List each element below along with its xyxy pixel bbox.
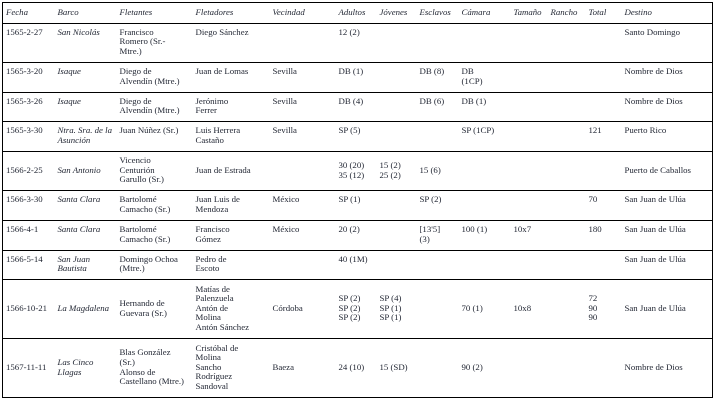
cell-camara: DB (1) [461, 95, 487, 106]
col-header-rancho: Rancho [548, 3, 586, 24]
cell-adultos: SP (2) SP (2) SP (2) [338, 293, 361, 323]
col-header-camara: Cámara [459, 3, 511, 24]
col-header-total: Total [586, 3, 622, 24]
cell-total: 72 90 90 [588, 293, 598, 323]
cell-total [586, 250, 622, 280]
col-header-vecindad: Vecindad [270, 3, 336, 24]
cell-camara: 90 (2) [461, 361, 483, 372]
cell-adultos: DB (4) [338, 95, 364, 106]
cell-esclavos [417, 23, 459, 62]
cell-fletadores: Matías de Palenzuela Antón de Molina Antón Sánchez [195, 283, 249, 333]
cell-tamano [511, 62, 548, 92]
cell-adultos: 12 (2) [338, 26, 360, 37]
cell-camara: DB (1CP) [461, 65, 483, 86]
cell-fletadores: Jerónimo Ferrer [195, 95, 229, 116]
cell-adultos: 30 (20) 35 (12) [338, 159, 365, 180]
cell-rancho [548, 339, 586, 398]
cell-fletadores: Juan Luis de Mendoza [195, 194, 240, 214]
cell-fecha: 1566-5-14 [6, 253, 43, 264]
cell-tamano [511, 339, 548, 398]
cell-total [586, 151, 622, 190]
table-row [3, 280, 713, 339]
cell-jovenes: 15 (2) 25 (2) [379, 159, 401, 180]
cell-adultos: 40 (1M) [338, 253, 368, 264]
cell-fletantes: Domingo Ochoa (Mtre.) [119, 253, 178, 274]
cell-barco: Ntra. Sra. de la Asunción [57, 125, 112, 145]
col-header-destino: Destino [622, 3, 713, 24]
cell-adultos: 24 (10) [338, 361, 365, 372]
cell-rancho [548, 191, 586, 221]
cell-camara [459, 23, 511, 62]
cell-fecha: 1566-4-1 [6, 223, 39, 234]
cell-vecindad: Baeza [272, 361, 294, 372]
cell-camara: 100 (1) [461, 223, 488, 234]
table-row [3, 339, 713, 398]
cell-fletantes: Bartolomé Camacho (Sr.) [119, 194, 171, 214]
cell-adultos: 20 (2) [338, 223, 360, 234]
cell-fecha: 1566-2-25 [6, 164, 43, 175]
cell-total [586, 62, 622, 92]
cell-fletantes: Blas González (Sr.) Alonso de Castellano (Mtre.) [119, 347, 184, 387]
cell-esclavos: DB (8) [419, 65, 445, 76]
table-row [3, 92, 713, 122]
cell-fletadores: Pedro de Escoto [195, 253, 227, 274]
cell-rancho [548, 151, 586, 190]
col-header-fletantes: Fletantes [117, 3, 193, 24]
cell-total [586, 23, 622, 62]
cell-rancho [548, 220, 586, 250]
cell-jovenes [377, 23, 417, 62]
cell-tamano [511, 151, 548, 190]
col-header-adultos: Adultos [336, 3, 377, 24]
cell-tamano [511, 23, 548, 62]
cell-barco: Isaque [57, 65, 81, 76]
col-header-fletadores: Fletadores [193, 3, 270, 24]
cell-tamano [511, 191, 548, 221]
cell-total: 70 [588, 194, 598, 205]
cell-vecindad: Sevilla [272, 125, 297, 136]
cell-vecindad [270, 151, 336, 190]
cell-adultos: DB (1) [338, 65, 364, 76]
cell-vecindad: México [272, 223, 300, 234]
cell-total [586, 92, 622, 122]
cell-camara: SP (1CP) [461, 125, 495, 136]
table-row [3, 191, 713, 221]
cell-adultos: SP (1) [338, 194, 361, 205]
cell-vecindad: Sevilla [272, 65, 297, 76]
table-row [3, 220, 713, 250]
cell-tamano: 10x7 [513, 223, 532, 234]
cell-tamano [511, 122, 548, 152]
cell-jovenes [377, 92, 417, 122]
cell-barco: Isaque [57, 95, 81, 106]
cell-esclavos: 15 (6) [419, 164, 441, 175]
cell-barco: San Nicolás [57, 26, 100, 37]
cell-esclavos [417, 339, 459, 398]
cell-camara [459, 250, 511, 280]
col-header-tamano: Tamaño [511, 3, 548, 24]
cell-rancho [548, 92, 586, 122]
cell-fletantes: Juan Núñez (Sr.) [119, 125, 179, 136]
cell-fletadores: Juan de Estrada [195, 164, 251, 175]
cell-rancho [548, 250, 586, 280]
cell-destino: San Juan de Ulúa [624, 253, 686, 264]
cell-fecha: 1565-3-20 [6, 65, 43, 76]
cell-vecindad [270, 23, 336, 62]
cell-fletadores: Diego Sánchez [195, 26, 249, 37]
cell-fletantes: Francisco Romero (Sr.- Mtre.) [119, 26, 166, 56]
cell-camara [459, 191, 511, 221]
cell-esclavos [417, 280, 459, 339]
cell-rancho [548, 122, 586, 152]
cell-fletadores: Luis Herrera Castaño [195, 125, 241, 145]
cell-total: 180 [588, 223, 602, 234]
cell-total: 121 [588, 125, 602, 136]
cell-esclavos [417, 250, 459, 280]
cell-destino: San Juan de Ulúa [624, 194, 686, 205]
cell-fletantes: Diego de Alvendín (Mtre.) [119, 65, 180, 86]
cell-total [586, 339, 622, 398]
cell-barco: San Antonio [57, 164, 101, 175]
cell-destino: San Juan de Ulúa [624, 223, 686, 234]
cell-jovenes [377, 62, 417, 92]
cell-destino: Puerto de Caballos [624, 164, 691, 175]
cell-vecindad: Córdoba [272, 302, 303, 313]
cell-jovenes [377, 122, 417, 152]
cell-jovenes [377, 191, 417, 221]
cell-rancho [548, 62, 586, 92]
cell-destino: Nombre de Dios [624, 65, 683, 76]
cell-esclavos: DB (6) [419, 95, 445, 106]
cell-jovenes [377, 250, 417, 280]
cell-destino: San Juan de Ulúa [624, 302, 686, 313]
cell-fletantes: Diego de Alvendín (Mtre.) [119, 95, 180, 116]
cell-rancho [548, 280, 586, 339]
col-header-jovenes: Jóvenes [377, 3, 417, 24]
cell-fecha: 1566-10-21 [6, 302, 48, 313]
table-header [3, 3, 713, 24]
cell-fecha: 1565-3-26 [6, 95, 43, 106]
cell-camara [459, 151, 511, 190]
cell-fecha: 1567-11-11 [6, 361, 47, 372]
col-header-esclavos: Esclavos [417, 3, 459, 24]
col-header-fecha: Fecha [3, 3, 55, 24]
cell-barco: La Magdalena [57, 302, 110, 313]
cell-esclavos [417, 122, 459, 152]
cell-fecha: 1565-3-30 [6, 125, 43, 136]
table-header-row [3, 3, 713, 24]
table-row [3, 23, 713, 62]
cell-esclavos: [13'5] (3) [419, 223, 441, 244]
cell-vecindad: México [272, 194, 300, 205]
table-row [3, 151, 713, 190]
cell-vecindad: Sevilla [272, 95, 297, 106]
cell-fletantes: Hernando de Guevara (Sr.) [119, 298, 167, 318]
cell-destino: Puerto Rico [624, 125, 667, 136]
cell-tamano: 10x8 [513, 302, 532, 313]
cell-fletadores: Cristóbal de Molina Sancho Rodríguez Sandoval [195, 342, 239, 391]
cell-fletadores: Juan de Lomas [195, 65, 249, 76]
table-row [3, 250, 713, 280]
cell-tamano [511, 250, 548, 280]
table-row [3, 122, 713, 152]
cell-adultos: SP (5) [338, 125, 361, 136]
cell-destino: Santo Domingo [624, 26, 680, 37]
cell-tamano [511, 92, 548, 122]
cell-jovenes: SP (4) SP (1) SP (1) [379, 293, 402, 323]
cell-fletadores: Francisco Gómez [195, 223, 230, 244]
cell-barco: Santa Clara [57, 223, 101, 234]
table-row [3, 62, 713, 92]
cell-destino: Nombre de Dios [624, 361, 683, 372]
cell-rancho [548, 23, 586, 62]
cell-destino: Nombre de Dios [624, 95, 683, 106]
col-header-barco: Barco [55, 3, 117, 24]
cell-jovenes: 15 (SD) [379, 361, 408, 372]
cell-barco: Santa Clara [57, 194, 101, 205]
table-body [3, 23, 713, 397]
cell-vecindad [270, 250, 336, 280]
cell-fecha: 1565-2-27 [6, 26, 43, 37]
cell-fletantes: Bartolomé Camacho (Sr.) [119, 223, 171, 244]
cell-camara: 70 (1) [461, 302, 483, 313]
ship-registry-table [2, 2, 713, 398]
cell-fletantes: Vicencio Centurión Garullo (Sr.) [119, 155, 164, 185]
cell-barco: Las Cinco Llagas [57, 356, 94, 377]
cell-barco: San Juan Bautista [57, 253, 90, 274]
cell-jovenes [377, 220, 417, 250]
cell-esclavos: SP (2) [419, 194, 442, 205]
cell-fecha: 1566-3-30 [6, 194, 43, 205]
